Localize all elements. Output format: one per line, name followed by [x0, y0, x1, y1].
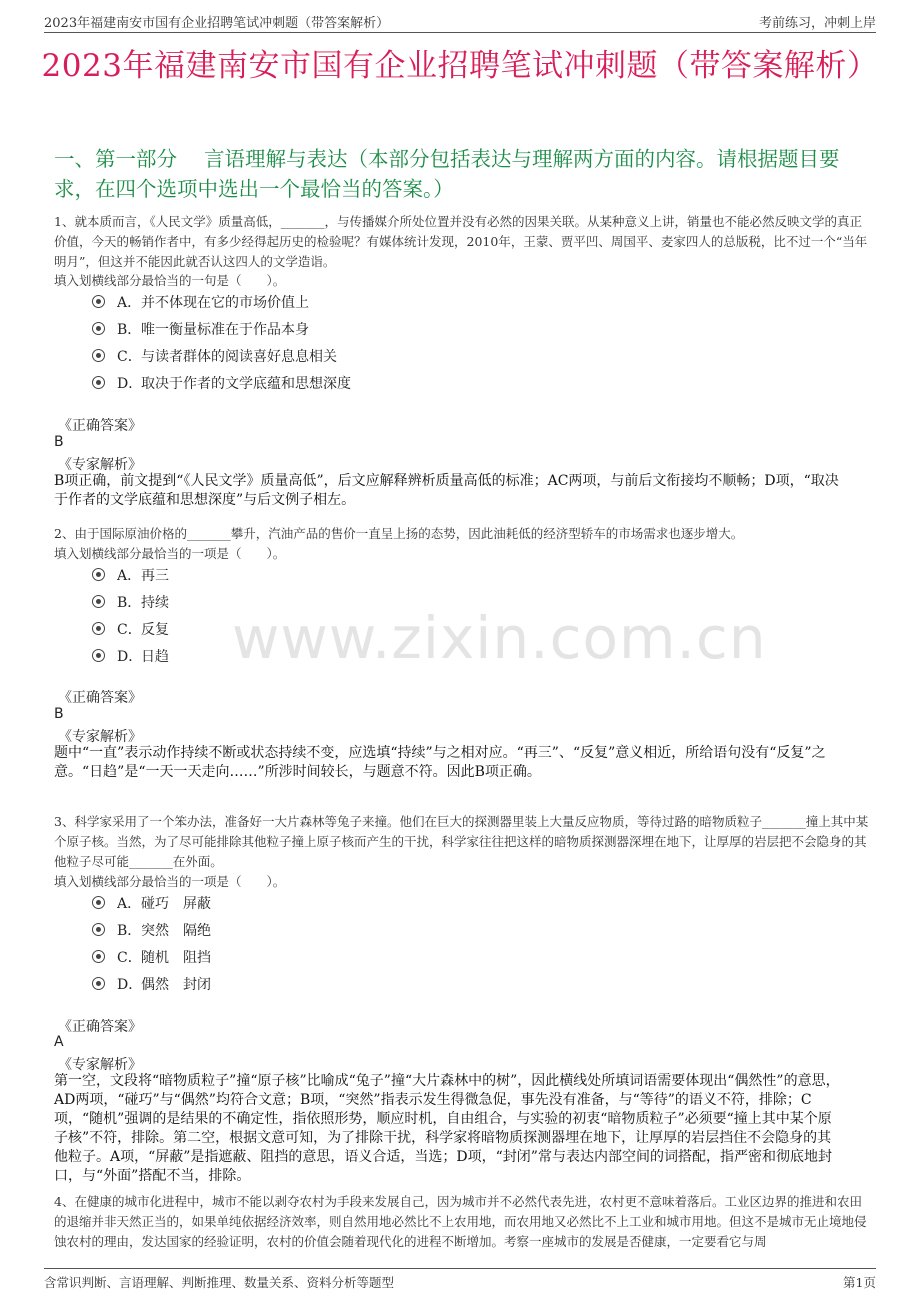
option-label: A．: [117, 896, 142, 912]
header-title: 2023年福建南安市国有企业招聘笔试冲刺题（带答案解析）: [44, 16, 390, 31]
question-1-hint: 填入划横线部分最恰当的一句是（ ）。: [54, 273, 286, 288]
header-slogan: 考前练习，冲刺上岸: [758, 16, 876, 31]
option-label: C．: [117, 622, 142, 638]
radio-icon[interactable]: [92, 649, 105, 662]
option-text: 偶然 封闭: [141, 977, 211, 993]
option-text: 反复: [141, 622, 169, 638]
option-text: 并不体现在它的市场价值上: [141, 295, 309, 311]
option-text: 碰巧 屏蔽: [141, 896, 211, 912]
footer-description: 含常识判断、言语理解、判断推理、数量关系、资料分析等题型: [44, 1275, 395, 1290]
question-2-option-c[interactable]: [92, 619, 169, 639]
answer-label: 《正确答案》: [58, 418, 142, 434]
page-footer: [44, 1268, 876, 1291]
watermark: www.zixin.com.cn: [232, 604, 767, 672]
document-title: 2023年福建南安市国有企业招聘笔试冲刺题（带答案解析）: [41, 48, 879, 84]
question-2-explanation: 题中“一直”表示动作持续不断或状态持续不变，应选填“持续”与之相对应。“再三”、“反复”意义相近，所给语句没有“反复”之意。“日趋”是“一天一天走向……”所涉时间较长，与题意不符。因此B项正确。: [54, 745, 826, 780]
radio-icon[interactable]: [92, 896, 105, 909]
option-label: B．: [117, 923, 142, 939]
section-heading: 一、第一部分 言语理解与表达（本部分包括表达与理解两方面的内容。请根据题目要求，在四个选项中选出一个最恰当的答案。）: [54, 147, 840, 201]
question-1-option-c[interactable]: [92, 346, 337, 366]
question-1-explanation: B项正确，前文提到“《人民文学》质量高低”，后文应解释辨析质量高低的标准；AC两项，与前后文衔接均不顺畅；D项，“取决于作者的文学底蕴和思想深度”与后文例子相左。: [54, 473, 839, 508]
question-3-answer: A: [54, 1034, 64, 1050]
option-text: 唯一衡量标准在于作品本身: [141, 322, 309, 338]
question-2-answer: B: [54, 706, 64, 722]
radio-icon[interactable]: [92, 322, 105, 335]
question-1-option-d[interactable]: [92, 373, 351, 393]
page-header: [44, 10, 876, 33]
question-1-answer: B: [54, 434, 64, 450]
question-4-stem: 4、在健康的城市化进程中，城市不能以剥夺农村为手段来发展自己，因为城市并不必然代表先进，农村更不意味着落后。工业区边界的推进和农田的退缩并非天然正当的，如果单纯依据经济效率，则自然用地必然比不上农用地，而农用地又必然比不上工业和城市用地。但这不是城市无止境地侵蚀农村的理由，发达国家的经验证明，农村的价值会随着现代化的进程不断增加。考察一座城市的发展是否健康，一定要看它与周: [54, 1194, 867, 1249]
question-2-hint: 填入划横线部分最恰当的一项是（ ）。: [54, 546, 286, 561]
option-text: 突然 隔绝: [141, 923, 211, 939]
option-label: B．: [117, 322, 142, 338]
question-3-option-d[interactable]: [92, 974, 211, 994]
question-3-hint: 填入划横线部分最恰当的一项是（ ）。: [54, 874, 286, 889]
question-3-option-b[interactable]: [92, 920, 211, 940]
radio-icon[interactable]: [92, 977, 105, 990]
radio-icon[interactable]: [92, 295, 105, 308]
answer-label: 《正确答案》: [58, 1019, 142, 1035]
analysis-label: 《专家解析》: [58, 1057, 142, 1073]
option-text: 与读者群体的阅读喜好息息相关: [141, 349, 337, 365]
option-label: C．: [117, 950, 142, 966]
option-text: 持续: [141, 595, 169, 611]
radio-icon[interactable]: [92, 622, 105, 635]
question-3-explanation: 第一空，文段将“暗物质粒子”撞“原子核”比喻成“兔子”撞“大片森林中的树”，因此横线处所填词语需要体现出“偶然性”的意思，AD两项，“碰巧”与“偶然”均符合文意；B项，“突然”指表示发生得微急促，事先没有准备，与“等待”的语义不符，排除；C项，“随机”强调的是结果的不确定性，指依照形势，顺应时机，自由组合，与实验的初衷“暗物质粒子”必须要“撞上其中某个原子核”不符，排除。第二空，根据文意可知，为了排除干扰，科学家将暗物质探测器埋在地下，让厚厚的岩层挡住不会隐身的其他粒子。A项，“屏蔽”是指遮蔽、阻挡的意思，语义合适，当选；D项，“封闭”常与表达内部空间的词搭配，指严密和彻底地封口，与“外面”搭配不当，排除。: [54, 1073, 840, 1184]
option-text: 取决于作者的文学底蕴和思想深度: [141, 376, 351, 392]
option-label: D．: [117, 649, 143, 665]
option-text: 随机 阻挡: [141, 950, 211, 966]
question-3-option-a[interactable]: [92, 893, 211, 913]
question-2-option-a[interactable]: [92, 565, 169, 585]
question-1-stem: 1、就本质而言，《人民文学》质量高低，_______，与传播媒介所处位置并没有必然的因果关联。从某种意义上讲，销量也不能必然反映文学的真正价值，今天的畅销作者中，有多少经得起历史的检验呢？有媒体统计发现，2010年，王蒙、贾平凹、周国平、麦家四人的总版税，比不过一个“当年明月”，但这并不能因此就否认这四人的文学造诣。: [54, 214, 868, 269]
radio-icon[interactable]: [92, 950, 105, 963]
question-2-option-d[interactable]: [92, 646, 169, 666]
radio-icon[interactable]: [92, 568, 105, 581]
radio-icon[interactable]: [92, 595, 105, 608]
option-text: 再三: [141, 568, 169, 584]
option-label: D．: [117, 977, 143, 993]
question-3-stem: 3、科学家采用了一个笨办法，准备好一大片森林等兔子来撞。他们在巨大的探测器里装上大量反应物质，等待过路的暗物质粒子_______撞上其中某个原子核。当然，为了尽可能排除其他粒子撞上原子核而产生的干扰，科学家往往把这样的暗物质探测器深埋在地下，让厚厚的岩层把不会隐身的其他粒子尽可能_______在外面。: [54, 814, 869, 869]
question-2-stem: 2、由于国际原油价格的_______攀升，汽油产品的售价一直呈上扬的态势，因此油耗低的经济型轿车的市场需求也逐步增大。: [54, 526, 744, 541]
option-label: C．: [117, 349, 142, 365]
question-2-option-b[interactable]: [92, 592, 169, 612]
answer-label: 《正确答案》: [58, 690, 142, 706]
question-1-option-a[interactable]: [92, 292, 309, 312]
question-1-option-b[interactable]: [92, 319, 309, 339]
analysis-label: 《专家解析》: [58, 457, 142, 473]
radio-icon[interactable]: [92, 923, 105, 936]
option-label: B．: [117, 595, 142, 611]
analysis-label: 《专家解析》: [58, 729, 142, 745]
page-number: 第1页: [843, 1275, 876, 1290]
radio-icon[interactable]: [92, 349, 105, 362]
option-label: A．: [117, 295, 142, 311]
option-label: A．: [117, 568, 142, 584]
question-3-option-c[interactable]: [92, 947, 211, 967]
option-label: D．: [117, 376, 143, 392]
radio-icon[interactable]: [92, 376, 105, 389]
option-text: 日趋: [141, 649, 169, 665]
